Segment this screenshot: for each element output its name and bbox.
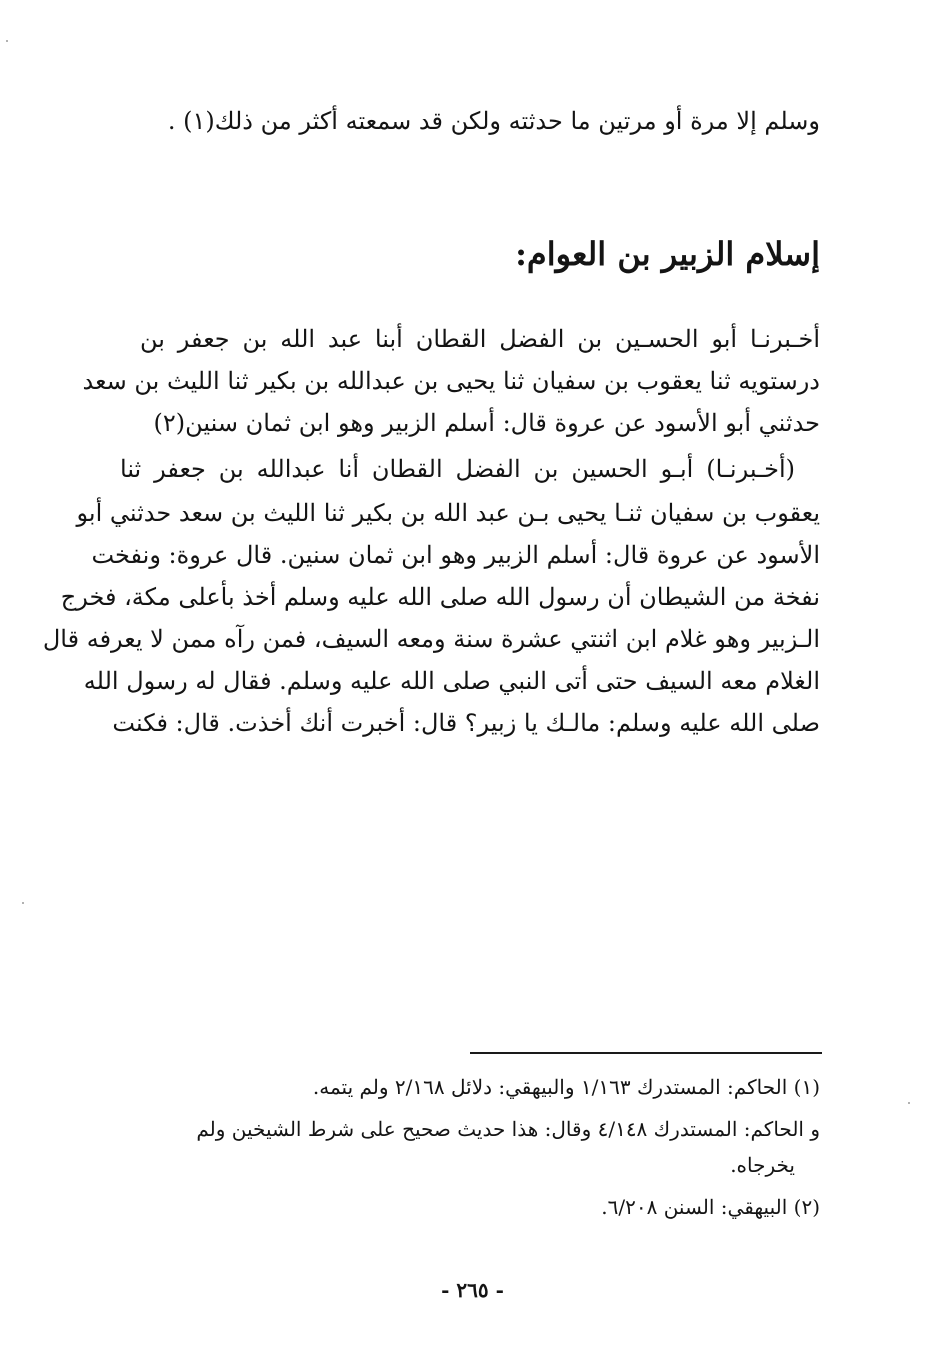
body-line-4: (أخـبرنـا) أبـو الحسين بن الفضل القطان أنا عبدالله بن جعفر ثنا [120,455,795,483]
scan-speck [22,902,24,904]
continued-text-line: وسلم إلا مرة أو مرتين ما حدثته ولكن قد سمعته أكثر من ذلك(١) . [167,107,820,135]
body-line-9: الغلام معه السيف حتى أتى النبي صلى الله عليه وسلم. فقال له رسول الله [83,667,820,695]
body-line-10: صلى الله عليه وسلم: مالـك يا زبير؟ قال: أخبرت أنك أخذت. قال: فكنت [112,709,820,737]
scan-speck [6,40,8,42]
footnote-1: (١) الحاكم: المستدرك ١/١٦٣ والبيهقي: دلائل ٢/١٦٨ ولم يتمه. [312,1075,820,1099]
body-line-8: الـزبير وهو غلام ابن اثنتي عشرة سنة ومعه السيف، فمن رآه ممن لا يعرفه قال [42,625,820,653]
body-line-2: درستويه ثنا يعقوب بن سفيان ثنا يحيى بن عبدالله بن بكير ثنا الليث بن سعد [82,367,820,395]
body-line-6: الأسود عن عروة قال: أسلم الزبير وهو ابن ثمان سنين. قال عروة: ونفخت [91,541,820,569]
footnote-separator [470,1052,822,1054]
body-line-3: حدثني أبو الأسود عن عروة قال: أسلم الزبير وهو ابن ثمان سنين(٢) [153,409,820,437]
body-line-1: أخـبرنـا أبو الحسـين بن الفضل القطان أبنا عبد الله بن جعفر بن [140,325,820,353]
footnote-2: (٢) البيهقي: السنن ٦/٢٠٨. [601,1195,820,1219]
body-line-5: يعقوب بن سفيان ثنـا يحيى بـن عبد الله بن بكير ثنا الليث بن سعد حدثني أبو [76,499,820,527]
page-number: - ٢٦٥ - [441,1278,504,1302]
scan-speck [908,1102,910,1104]
body-line-7: نفخة من الشيطان أن رسول الله صلى الله عليه وسلم أخذ بأعلى مكة، فخرج [60,583,820,611]
section-title: إسلام الزبير بن العوام: [515,235,820,273]
footnote-1-continuation-end: يخرجاه. [730,1153,795,1177]
footnote-1-continuation: و الحاكم: المستدرك ٤/١٤٨ وقال: هذا حديث صحيح على شرط الشيخين ولم [196,1117,820,1141]
